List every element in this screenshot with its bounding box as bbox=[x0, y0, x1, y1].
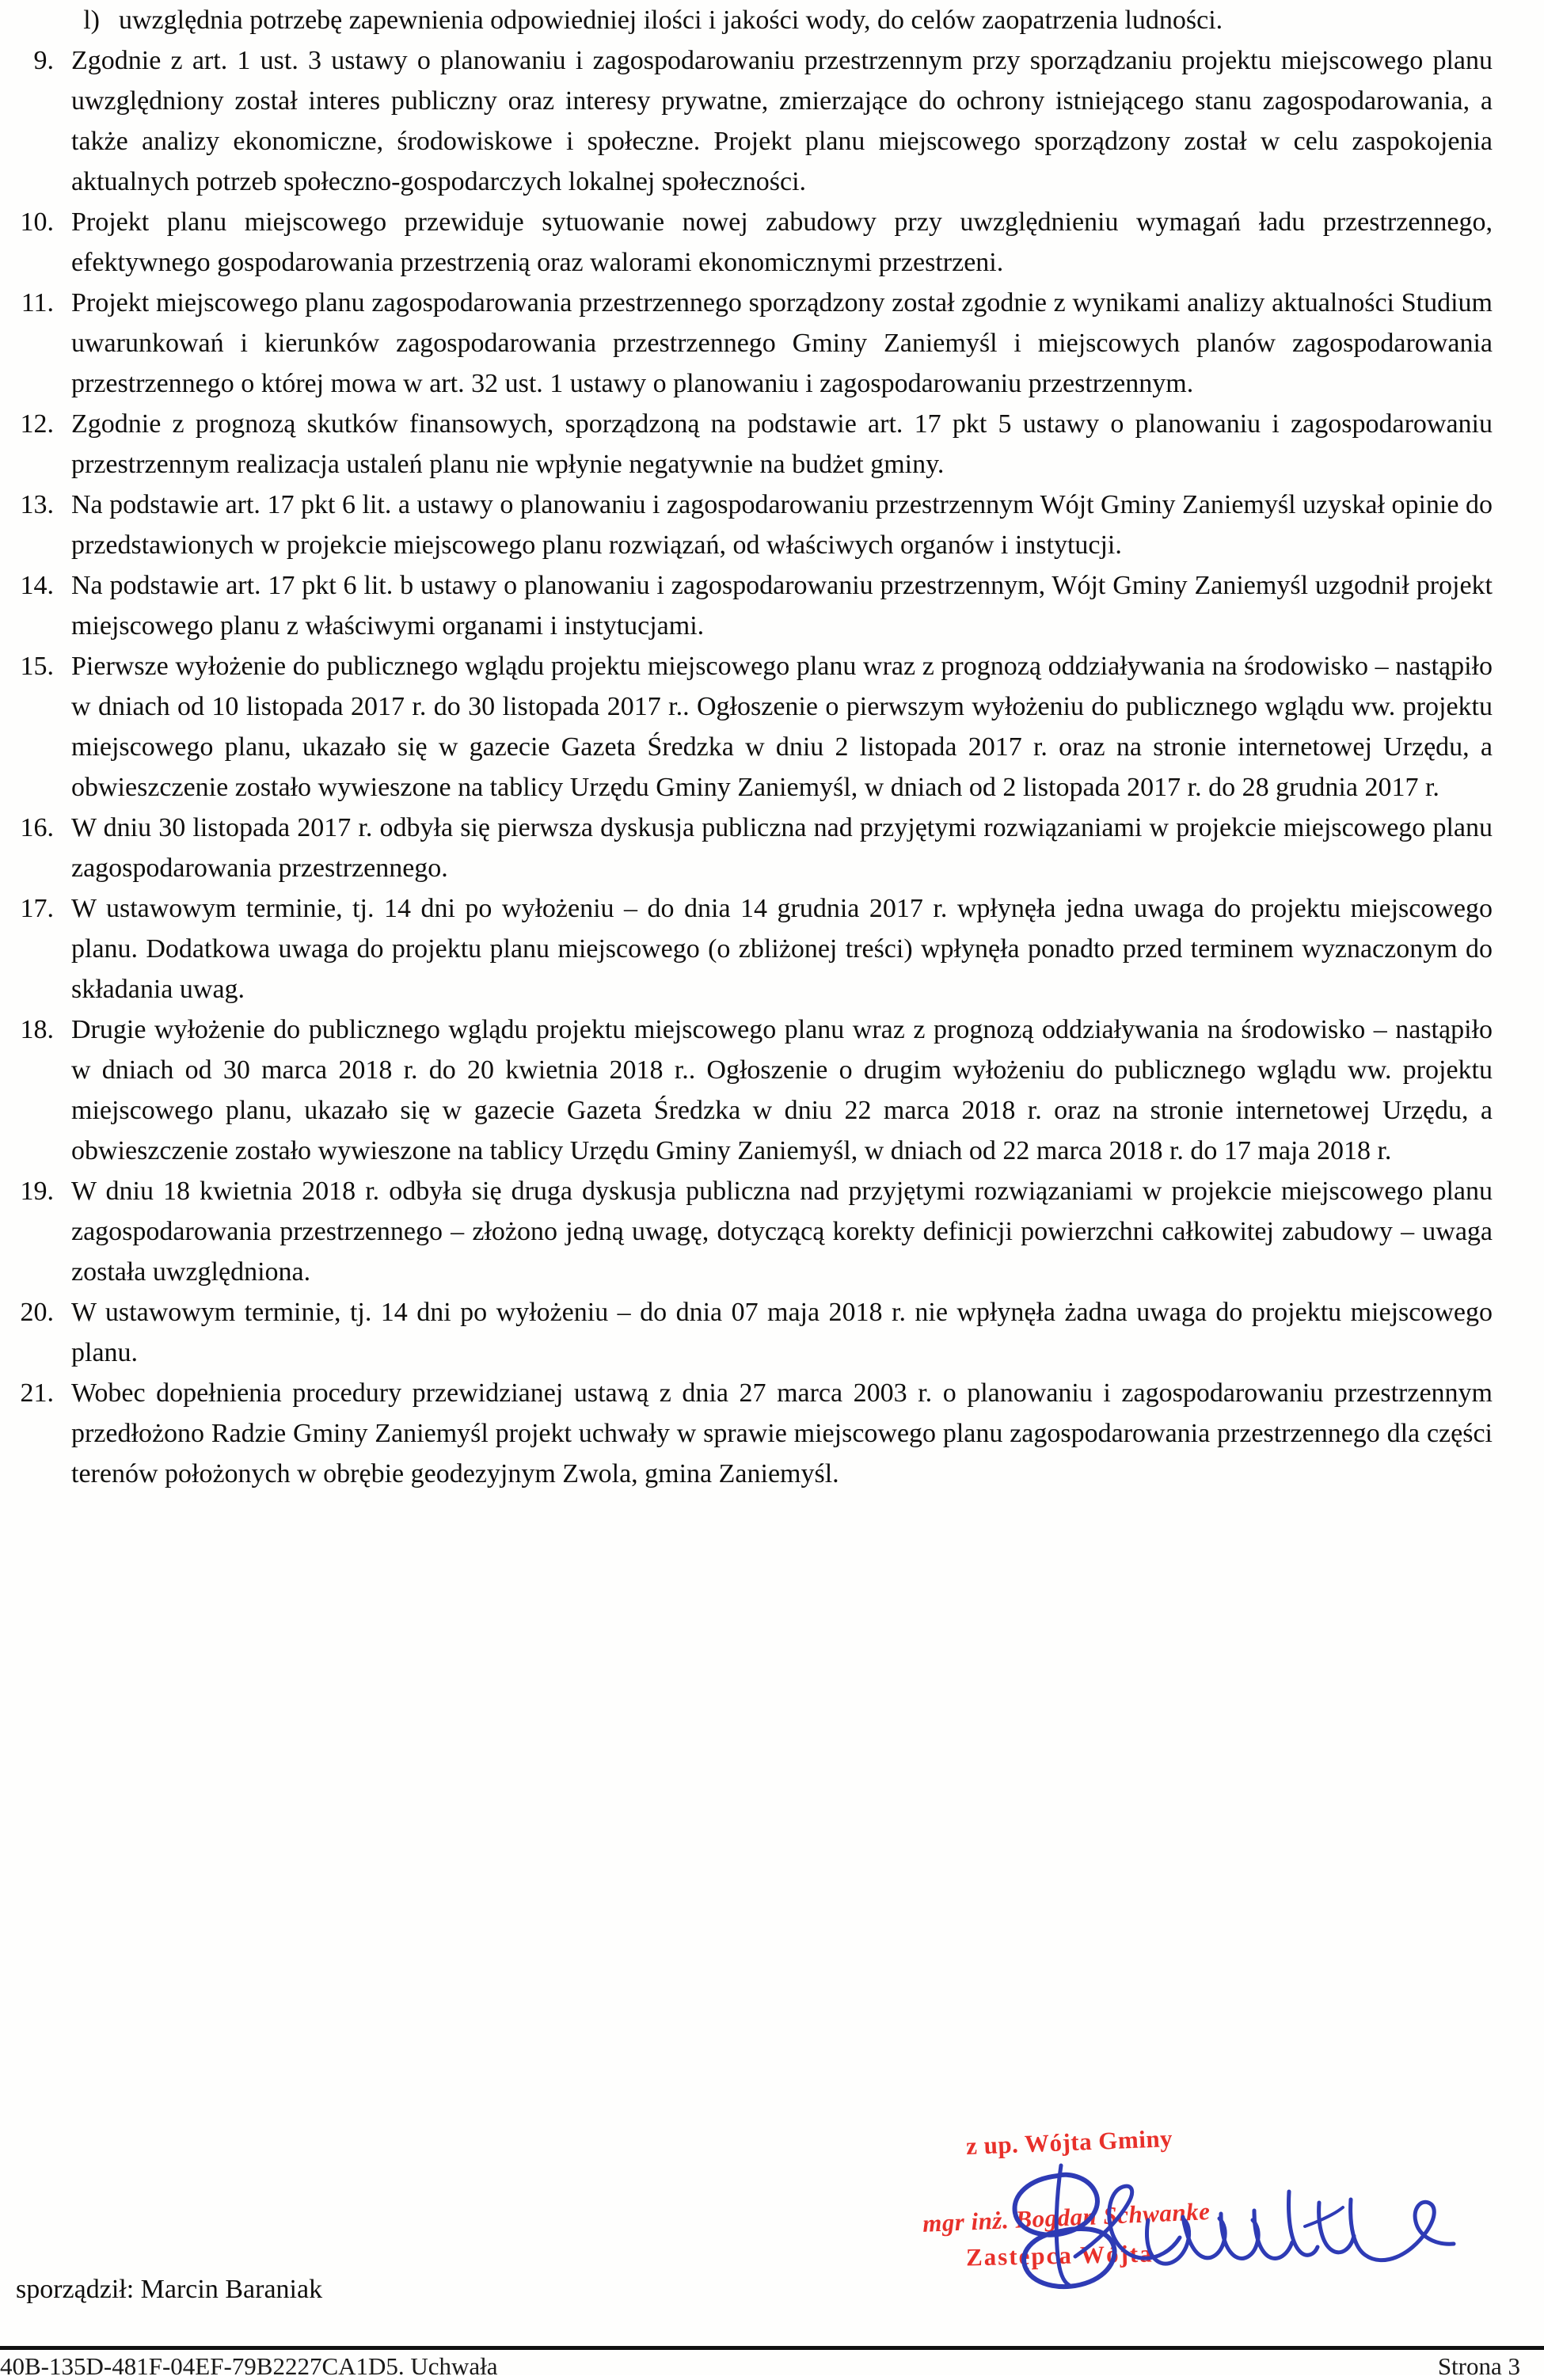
list-item-marker: 18. bbox=[20, 1015, 54, 1044]
list-item-text: Drugie wyłożenie do publicznego wglądu projektu miejscowego planu wraz z prognozą oddziaływania na środowisko – nastąpiło w dniach od 30 marca 2018 r. do 20 kwietnia 2018 r.. Ogłoszenie o drugim wyłożeniu do publicznego wglądu ww. projektu miejscowego planu, ukazało się w gazecie Gazeta Średzka w dniu 22 marca 2018 r. oraz na stronie internetowej Urzędu, a obwieszczenie zostało wywieszone na tablicy Urzędu Gminy Zaniemyśl, w dniach od 22 marca 2018 r. do 17 maja 2018 r. bbox=[71, 1015, 1493, 1165]
list-item-text: Zgodnie z art. 1 ust. 3 ustawy o planowaniu i zagospodarowaniu przestrzennym przy sporządzaniu projektu miejscowego planu uwzględniony został interes publiczny oraz interesy prywatne, zmierzające do ochrony istniejącego stanu zagospodarowania, a także analizy ekonomiczne, środowiskowe i społeczne. Projekt planu miejscowego sporządzony został w celu zaspokojenia aktualnych potrzeb społeczno-gospodarczych lokalnej społeczności. bbox=[71, 46, 1493, 196]
footer-page-number: Strona 3 bbox=[1437, 2352, 1520, 2380]
list-item-text: W dniu 18 kwietnia 2018 r. odbyła się druga dyskusja publiczna nad przyjętymi rozwiązaniami w projekcie miejscowego planu zagospodarowania przestrzennego – złożono jedną uwagę, dotyczącą korekty definicji powierzchni całkowitej zabudowy – uwaga została uwzględniona. bbox=[71, 1177, 1493, 1287]
list-item-text: Na podstawie art. 17 pkt 6 lit. a ustawy o planowaniu i zagospodarowaniu przestrzennym Wójt Gminy Zaniemyśl uzyskał opinie do przedstawionych w projekcie miejscowego planu rozwiązań, od właściwych organów i instytucji. bbox=[71, 490, 1493, 560]
stamp-line-name: mgr inż. Bogdan Schwanke bbox=[922, 2197, 1211, 2237]
list-item bbox=[0, 565, 1544, 646]
list-item-text: Zgodnie z prognozą skutków finansowych, sporządzoną na podstawie art. 17 pkt 5 ustawy o planowaniu i zagospodarowaniu przestrzennym realizacja ustaleń planu nie wpłynie negatywnie na budżet gminy. bbox=[71, 409, 1493, 479]
list-item-text: Projekt planu miejscowego przewiduje sytuowanie nowej zabudowy przy uwzględnieniu wymagań ładu przestrzennego, efektywnego gospodarowania przestrzenią oraz walorami ekonomicznymi przestrzeni. bbox=[71, 207, 1493, 277]
list-item-text: uwzględnia potrzebę zapewnienia odpowiedniej ilości i jakości wody, do celów zaopatrzenia ludności. bbox=[119, 6, 1223, 35]
footer-document-id: 40B-135D-481F-04EF-79B2227CA1D5. Uchwała bbox=[0, 2352, 498, 2380]
list-item-marker: 11. bbox=[21, 288, 54, 317]
list-item-marker: 14. bbox=[20, 571, 54, 600]
list-item-marker: 13. bbox=[20, 490, 54, 519]
list-item bbox=[0, 1373, 1544, 1494]
list-item bbox=[0, 1292, 1544, 1373]
footer-divider bbox=[0, 2346, 1544, 2350]
list-item-marker: 15. bbox=[20, 652, 54, 681]
list-item-marker: 19. bbox=[20, 1177, 54, 1206]
official-stamp bbox=[891, 2124, 1445, 2318]
list-item-text: Na podstawie art. 17 pkt 6 lit. b ustawy o planowaniu i zagospodarowaniu przestrzennym, Wójt Gminy Zaniemyśl uzgodnił projekt miejscowego planu z właściwymi organami i instytucjami. bbox=[71, 571, 1493, 641]
list-item bbox=[0, 202, 1544, 283]
list-item-text: W dniu 30 listopada 2017 r. odbyła się pierwsza dyskusja publiczna nad przyjętymi rozwiązaniami w projekcie miejscowego planu zagospodarowania przestrzennego. bbox=[71, 813, 1493, 883]
list-item bbox=[0, 888, 1544, 1009]
list-item-marker: 20. bbox=[20, 1298, 54, 1327]
list-item-text: W ustawowym terminie, tj. 14 dni po wyłożeniu – do dnia 14 grudnia 2017 r. wpłynęła jedna uwaga do projektu miejscowego planu. Dodatkowa uwaga do projektu planu miejscowego (o zbliżonej treści) wpłynęła ponadto przed terminem wyznaczonym do składania uwag. bbox=[71, 894, 1493, 1004]
list-item bbox=[0, 1171, 1544, 1292]
stamp-line-position: Zastępca Wójta bbox=[965, 2239, 1154, 2272]
list-item-text: Projekt miejscowego planu zagospodarowania przestrzennego sporządzony został zgodnie z wynikami analizy aktualności Studium uwarunkowań i kierunków zagospodarowania przestrzennego Gminy Zaniemyśl i miejscowych planów zagospodarowania przestrzennego o której mowa w art. 32 ust. 1 ustawy o planowaniu i zagospodarowaniu przestrzennym. bbox=[71, 288, 1493, 398]
list-item-marker: 10. bbox=[20, 207, 54, 237]
list-item bbox=[0, 40, 1544, 202]
list-item-text: Wobec dopełnienia procedury przewidzianej ustawą z dnia 27 marca 2003 r. o planowaniu i zagospodarowaniu przestrzennym przedłożono Radzie Gminy Zaniemyśl projekt uchwały w sprawie miejscowego planu zagospodarowania przestrzennego dla części terenów położonych w obrębie geodezyjnym Zwola, gmina Zaniemyśl. bbox=[71, 1378, 1493, 1488]
list-item bbox=[0, 485, 1544, 565]
list-item-text: W ustawowym terminie, tj. 14 dni po wyłożeniu – do dnia 07 maja 2018 r. nie wpłynęła żadna uwaga do projektu miejscowego planu. bbox=[71, 1298, 1493, 1367]
list-item-marker: 12. bbox=[20, 409, 54, 439]
stamp-line-deputy-for: z up. Wójta Gminy bbox=[965, 2124, 1173, 2160]
list-item-marker: 16. bbox=[20, 813, 54, 842]
list-item bbox=[0, 646, 1544, 808]
list-item bbox=[0, 808, 1544, 888]
list-item bbox=[0, 0, 1544, 40]
list-item-text: Pierwsze wyłożenie do publicznego wglądu projektu miejscowego planu wraz z prognozą oddziaływania na środowisko – nastąpiło w dniach od 10 listopada 2017 r. do 30 listopada 2017 r.. Ogłoszenie o pierwszym wyłożeniu do publicznego wglądu ww. projektu miejscowego planu, ukazało się w gazecie Gazeta Średzka w dniu 2 listopada 2017 r. oraz na stronie internetowej Urzędu, a obwieszczenie zostało wywieszone na tablicy Urzędu Gminy Zaniemyśl, w dniach od 2 listopada 2017 r. do 28 grudnia 2017 r. bbox=[71, 652, 1493, 802]
list-item-marker: 9. bbox=[33, 46, 54, 75]
list-item bbox=[0, 404, 1544, 485]
list-item-marker: 17. bbox=[20, 894, 54, 923]
list-item bbox=[0, 283, 1544, 404]
list-item bbox=[0, 1009, 1544, 1171]
list-item-marker: l) bbox=[83, 6, 100, 35]
author-line: sporządził: Marcin Baraniak bbox=[16, 2275, 323, 2304]
list-item-marker: 21. bbox=[20, 1378, 54, 1408]
